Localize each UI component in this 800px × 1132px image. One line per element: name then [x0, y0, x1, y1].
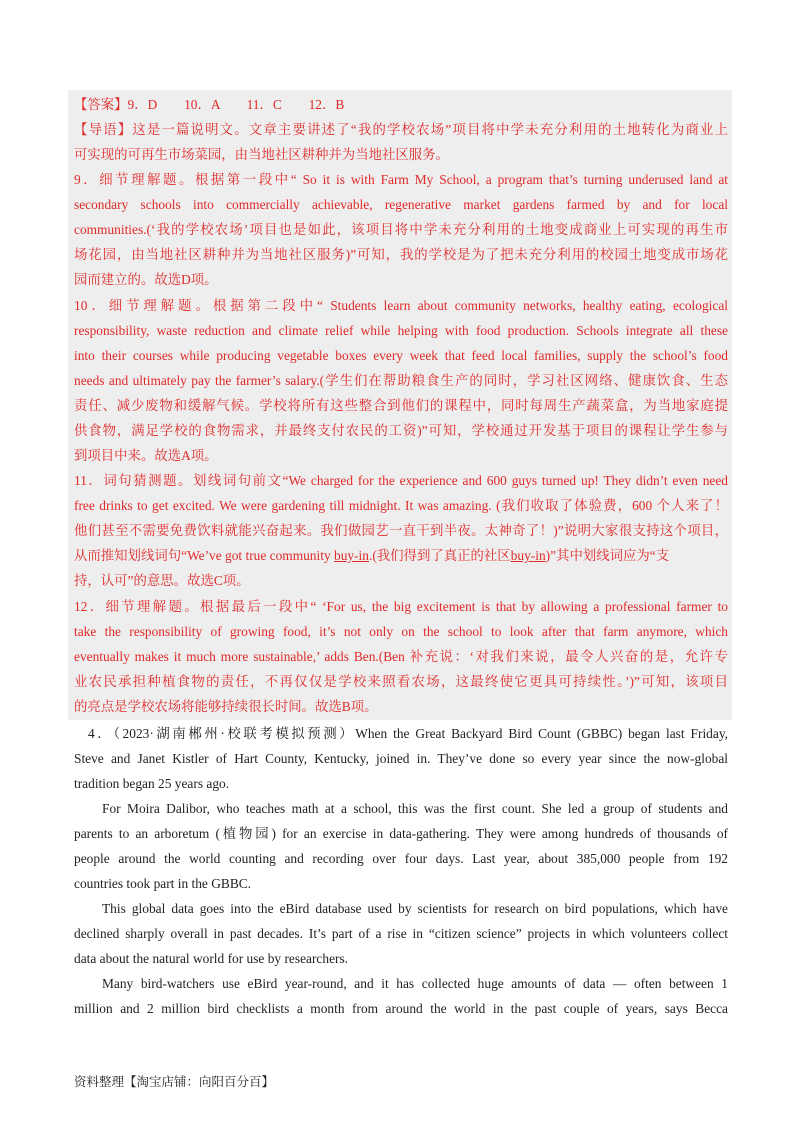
q9-line-3: communities.(‘我的学校农场’项目也是如此，该项目将中学未充分利用的土地变成商业上可实现的再生市: [74, 222, 728, 237]
q10-line-1: 10．细节理解题。根据第二段中“ Students learn about community networks, healthy eating, ecological: [74, 298, 728, 313]
q12-line-2: take the responsibility of growing food, it’s not only on the school to look after that farm anymore, which: [74, 624, 728, 639]
q12-line-1: 12．细节理解题。根据最后一段中“ ‘For us, the big excitement is that by allowing a professional farmer to: [74, 599, 728, 614]
q11-line-4-part-b: .(我们得到了真正的社区: [368, 548, 511, 563]
q12-line-3: eventually makes it much more sustainable,’ adds Ben.(Ben 补充说：‘对我们来说，最令人兴奋的是，允许专: [74, 649, 728, 664]
passage-p1-line-1: 4．（2023·湖南郴州·校联考模拟预测）When the Great Backyard Bird Count (GBBC) began last Friday,: [88, 726, 728, 741]
q11-line-4-part-c: )”其中划线词应为“支: [545, 548, 670, 563]
passage-p2-line-4: countries took part in the GBBC.: [74, 876, 252, 891]
q10-line-7: 到项目中来。故选A项。: [74, 448, 218, 463]
q10-line-2: responsibility, waste reduction and climate relief while helping with food production. Schools integrate all these: [74, 323, 728, 338]
q11-line-2: free drinks to get excited. We were gardening till midnight. It was amazing. (我们收取了体验费，600 个人来了！: [74, 498, 728, 513]
q10-line-4: needs and ultimately pay the farmer’s salary.(学生们在帮助粮食生产的同时，学习社区网络、健康饮食、生态: [74, 373, 728, 388]
passage-p2-line-3: people around the world counting and recording over four days. Last year, about 385,000 people from 192: [74, 851, 728, 866]
q11-line-1: 11．词句猜测题。划线词句前文“We charged for the experience and 600 guys turned up! They didn’t even need: [74, 473, 728, 488]
q11-line-5: 持，认可”的意思。故选C项。: [74, 573, 250, 588]
q11-line-4-part-a: 从而推知划线词句“We’ve got true community: [74, 548, 334, 563]
q12-line-4: 业农民承担种植食物的责任，不再仅仅是学校来照看农场，这最终使它更具可持续性。’)”可知，该项目: [74, 674, 728, 689]
passage-p3-line-2: declined sharply overall in past decades. It’s part of a rise in “citizen science” projects in which volunteers collect: [74, 926, 728, 941]
guide-line-1: 【导语】这是一篇说明文。文章主要讲述了“我的学校农场”项目将中学未充分利用的土地转化为商业上: [74, 122, 728, 137]
q10-line-3: into their courses while producing vegetable boxes every week that feed local families, supply the school’s food: [74, 348, 728, 363]
q11-line-4: [74, 546, 728, 566]
footer-source: 资料整理【淘宝店铺：向阳百分百】: [74, 1075, 275, 1089]
passage-p1-line-2: Steve and Janet Kistler of Hart County, Kentucky, joined in. They’ve done so every year since the now-global: [74, 751, 728, 766]
q10-line-5: 责任、减少废物和缓解气候。学校将所有这些整合到他们的课程中，同时每周生产蔬菜盒，为当地家庭提: [74, 398, 728, 413]
passage-p4-line-1: Many bird-watchers use eBird year-round, and it has collected huge amounts of data — often between 1: [102, 976, 728, 991]
passage-p1-line-3: tradition began 25 years ago.: [74, 776, 230, 791]
answer-key: 【答案】9．D 10．A 11．C 12．B: [74, 97, 345, 112]
q10-line-6: 供食物，满足学校的食物需求，并最终支付农民的工资)”可知，学校通过开发基于项目的课程让学生参与: [74, 423, 728, 438]
underlined-term-buy-in-2: buy-in: [510, 548, 546, 563]
q9-line-1: 9．细节理解题。根据第一段中“ So it is with Farm My School, a program that’s turning underused land at: [74, 172, 728, 187]
passage-p4-line-2: million and 2 million bird checklists a month from around the world in the past couple of years, says Becca: [74, 1001, 728, 1016]
passage-p2-line-2: parents to an arboretum (植物园) for an exercise in data-gathering. They were among hundreds of thousands of: [74, 826, 728, 841]
underlined-term-buy-in: buy-in: [334, 548, 369, 563]
q12-line-5: 的亮点是学校农场将能够持续很长时间。故选B项。: [74, 699, 378, 714]
passage-p2-line-1: For Moira Dalibor, who teaches math at a school, this was the first count. She led a group of students and: [102, 801, 728, 816]
guide-line-2: 可实现的可再生市场菜园，由当地社区耕种并为当地社区服务。: [74, 147, 449, 162]
q9-line-2: secondary schools into commercially achievable, regenerative market gardens farmed by and for local: [74, 197, 728, 212]
passage-p3-line-1: This global data goes into the eBird database used by scientists for research on bird populations, which have: [102, 901, 728, 916]
passage-p3-line-3: data about the natural world for use by researchers.: [74, 951, 349, 966]
q9-line-4: 场花园，由当地社区耕种并为当地社区服务)”可知，我的学校是为了把未充分利用的校园土地变成市场花: [74, 247, 728, 262]
q11-line-3: 他们甚至不需要免费饮料就能兴奋起来。我们做园艺一直干到半夜。太神奇了！)”说明大家很支持这个项目，: [74, 523, 728, 538]
q9-line-5: 园而建立的。故选D项。: [74, 272, 218, 287]
